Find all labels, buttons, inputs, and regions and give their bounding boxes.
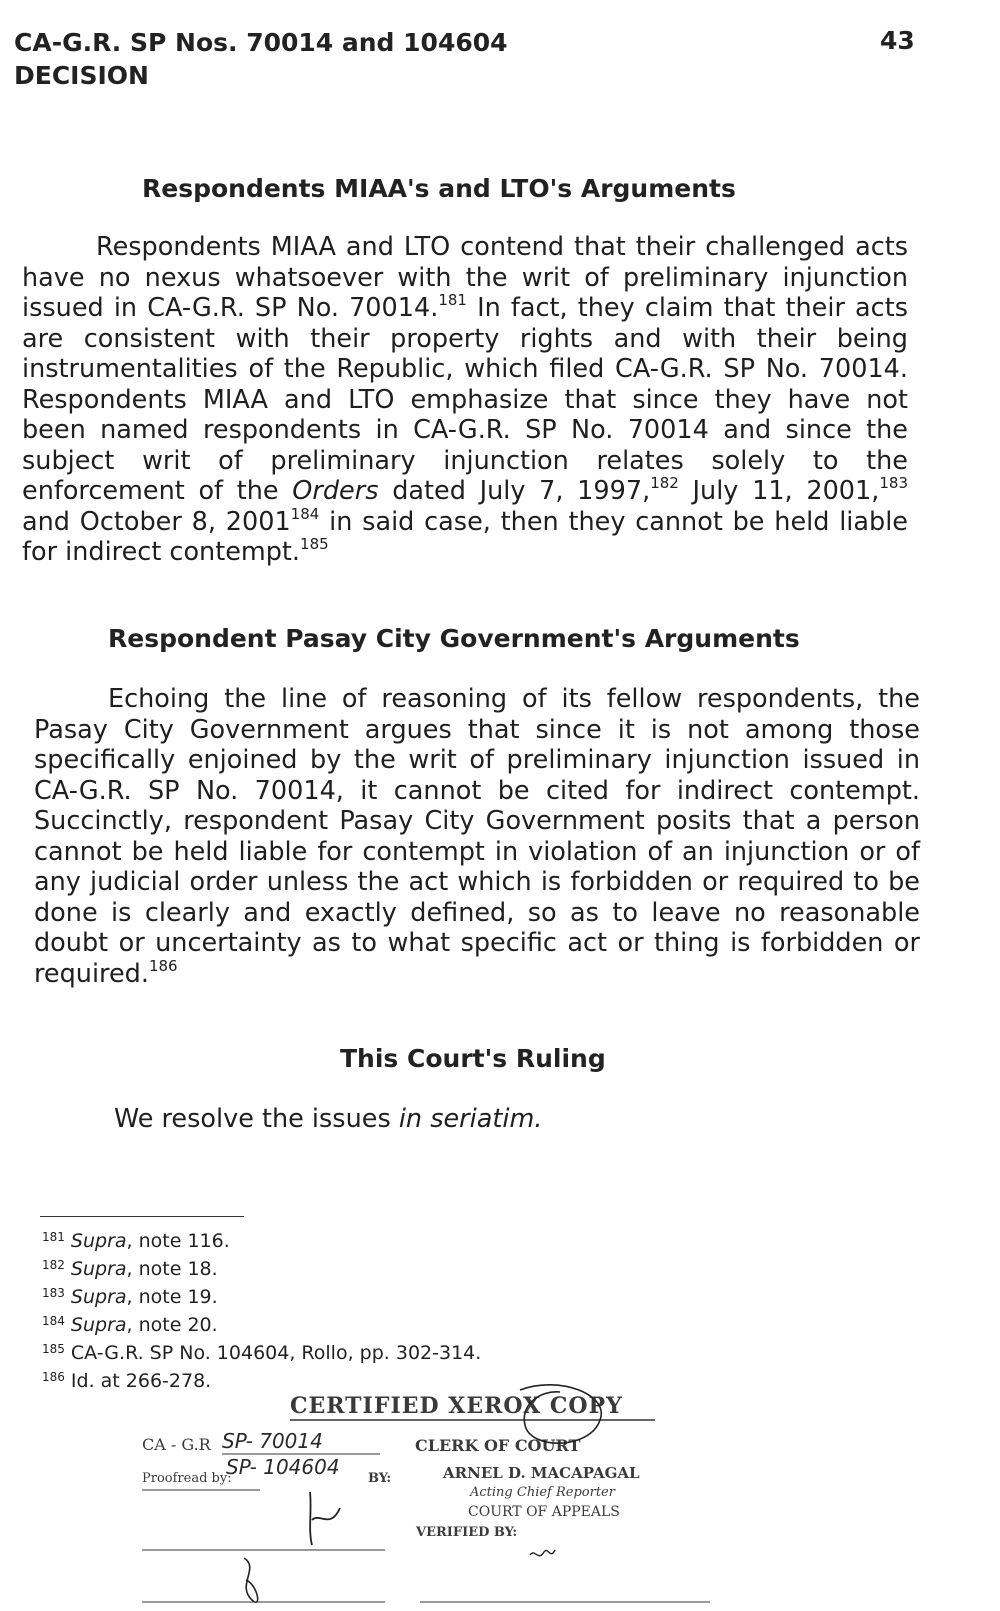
footnote-ref-182: 182 (650, 474, 679, 492)
footnote-italic: Supra (70, 1286, 127, 1308)
stamp-position: Acting Chief Reporter (470, 1485, 615, 1500)
footnote-text: CA-G.R. SP No. 104604, Rollo, pp. 302-314. (70, 1342, 482, 1364)
handwritten-case-1: SP- 70014 (222, 1429, 323, 1453)
footnote-italic: Supra (70, 1230, 127, 1252)
footnote-ref-183: 183 (879, 474, 908, 492)
stamp-by-label: BY: (368, 1471, 392, 1486)
footnote-item (42, 1337, 481, 1365)
handwritten-case-2: SP- 104604 (226, 1455, 340, 1479)
footnote-italic: Supra (70, 1258, 127, 1280)
footnote-number: 184 (42, 1314, 65, 1328)
text-run: and October 8, 2001 (22, 506, 291, 537)
case-numbers: CA-G.R. SP Nos. 70014 and 104604 (14, 28, 508, 57)
paragraph-pasay (34, 684, 920, 989)
footnote-number: 183 (42, 1286, 65, 1300)
emphasis-in-seriatim: in seriatim. (398, 1104, 543, 1134)
footnote-text: , note 19. (126, 1286, 218, 1308)
page-number: 43 (880, 26, 915, 55)
footnote-divider (40, 1216, 244, 1217)
page-header (14, 26, 508, 92)
stamp-title: CERTIFIED XEROX COPY (290, 1393, 623, 1419)
footnote-item (42, 1309, 481, 1337)
footnote-text: , note 18. (126, 1258, 218, 1280)
text-run: in said case, then they cannot be held liable for indirect contempt. (22, 506, 908, 567)
footnote-item (42, 1253, 481, 1281)
paragraph-ruling (40, 1104, 920, 1135)
footnote-item (42, 1225, 481, 1253)
footnote-text: Id. at 266-278. (70, 1370, 212, 1392)
stamp-name: ARNEL D. MACAPAGAL (443, 1464, 640, 1482)
verifier-signature (530, 1550, 555, 1556)
document-type: DECISION (14, 61, 149, 90)
footnote-number: 182 (42, 1258, 65, 1272)
text-run: July 11, 2001, (678, 476, 880, 506)
emphasis-orders: Orders (292, 476, 379, 506)
footnote-ref-186: 186 (148, 956, 178, 975)
text-run: Respondents MIAA and LTO contend that their challenged acts have no nexus whatsoever with the writ of preliminary injunction issued in CA-G.R. SP No. 70014. (22, 232, 908, 323)
stamp-court: COURT OF APPEALS (468, 1504, 620, 1520)
text-run: In fact, they claim that their acts are consistent with their property rights and with their being instrumentalities of the Republic, which filed CA-G.R. SP No. 70014. Respondents MIAA and LTO emphasize that since they have not been named respondents in CA-G.R. SP No. 70014 and since the subject writ of preliminary injunction relates solely to the enforcement of the (22, 293, 908, 506)
footnote-number: 186 (42, 1370, 65, 1384)
certification-stamp (140, 1380, 740, 1610)
footnote-ref-184: 184 (290, 504, 320, 523)
section-heading-miaa-lto: Respondents MIAA's and LTO's Arguments (142, 174, 736, 203)
stamp-proofread-label: Proofread by: (142, 1471, 232, 1486)
stamp-clerk: CLERK OF COURT (415, 1436, 581, 1455)
footnote-text: , note 20. (126, 1314, 218, 1336)
text-run: dated July 7, 1997, (378, 476, 651, 506)
proofreader-signature (310, 1492, 340, 1545)
paragraph-miaa-lto (22, 232, 908, 568)
footnote-number: 185 (42, 1342, 65, 1356)
footnote-ref-181: 181 (438, 291, 467, 309)
section-heading-pasay: Respondent Pasay City Government's Arguments (108, 624, 800, 653)
section-heading-ruling: This Court's Ruling (340, 1044, 606, 1073)
stamp-verified: VERIFIED BY: (416, 1525, 518, 1540)
footnote-text: , note 116. (126, 1230, 230, 1252)
verifier-initial (244, 1558, 258, 1602)
text-run: We resolve the issues (114, 1104, 399, 1134)
footnote-item (42, 1281, 481, 1309)
text-run: Echoing the line of reasoning of its fellow respondents, the Pasay City Government argues that since it is not among those specifically enjoined by the writ of preliminary injunction issued in CA-G.R. SP No. 70014, it cannot be cited for indirect contempt. Succinctly, respondent Pasay City Government posits that a person cannot be held liable for contempt in violation of an injunction or of any judicial order unless the act which is forbidden or required to be done is clearly and exactly defined, so as to leave no reasonable doubt or uncertainty as to what specific act or thing is forbidden or required. (34, 684, 920, 989)
footnote-italic: Supra (70, 1314, 127, 1336)
footnote-number: 181 (42, 1230, 65, 1244)
footnote-ref-185: 185 (300, 535, 329, 553)
stamp-ca-label: CA - G.R (142, 1435, 211, 1454)
footnotes (42, 1225, 481, 1393)
